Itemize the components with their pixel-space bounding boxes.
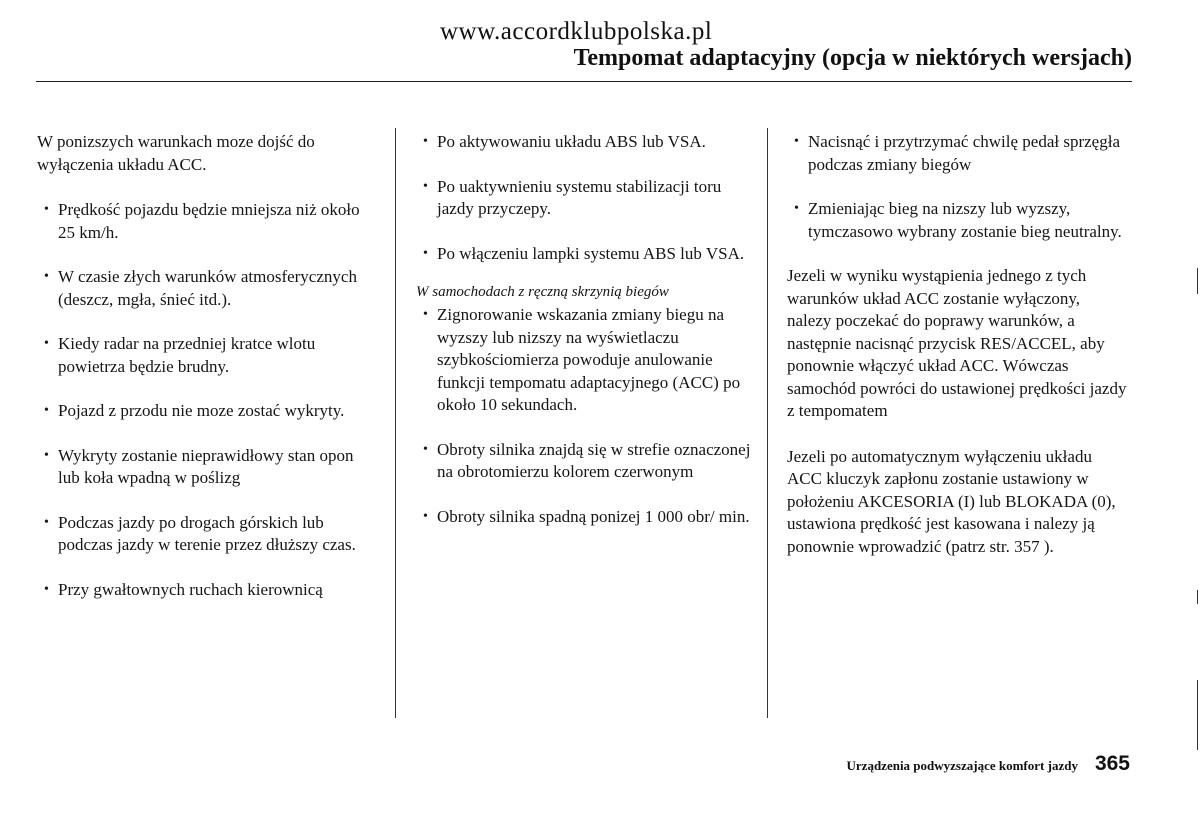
info-paragraph: Jezeli po automatycznym wyłączeniu układu ACC kluczyk zapłonu zostanie ustawiony w położeniu AKCESORIA (I) lub BLOKADA (0), ustawiona prędkość jest kasowana i nalezy ją ponownie wprowadzić (patrz str. 357 ). bbox=[787, 446, 1116, 556]
scan-edge-mark bbox=[1197, 680, 1198, 750]
list-item bbox=[37, 266, 379, 311]
section-subheading: W samochodach z ręczną skrzynią biegów bbox=[416, 284, 669, 300]
column-left bbox=[37, 131, 379, 623]
bullet-icon: • bbox=[794, 134, 799, 149]
list-item bbox=[787, 131, 1127, 176]
list-item-text: Po aktywowaniu układu ABS lub VSA. bbox=[437, 132, 706, 151]
bullet-icon: • bbox=[423, 441, 428, 457]
page-title: Tempomat adaptacyjny (opcja w niektórych wersjach) bbox=[573, 45, 1132, 71]
column-divider bbox=[395, 128, 396, 718]
page-number: 365 bbox=[1094, 752, 1130, 775]
bullet-icon: • bbox=[44, 202, 49, 217]
column-divider bbox=[767, 128, 768, 718]
bullet-icon: • bbox=[423, 134, 428, 149]
header-divider bbox=[36, 81, 1132, 82]
bullet-icon: • bbox=[794, 201, 799, 216]
scan-edge-mark bbox=[1197, 268, 1198, 294]
list-item bbox=[416, 506, 756, 529]
list-item bbox=[416, 304, 756, 417]
list-item bbox=[37, 512, 379, 557]
bullet-icon: • bbox=[423, 245, 428, 261]
bullet-icon: • bbox=[423, 178, 428, 194]
list-item bbox=[416, 176, 756, 221]
list-item-text: Obroty silnika spadną ponizej 1 000 obr/ min. bbox=[437, 506, 750, 526]
footer-section-title: Urządzenia podwyzszające komfort jazdy bbox=[846, 758, 1078, 773]
list-item-text: Kiedy radar na przedniej kratce wlotu powietrza będzie brudny. bbox=[58, 334, 316, 376]
list-item-text: Prędkość pojazdu będzie mniejsza niż około 25 km/h. bbox=[58, 200, 360, 242]
list-item-text: Przy gwałtownych ruchach kierownicą bbox=[58, 579, 323, 599]
list-item bbox=[416, 131, 756, 154]
bullet-icon: • bbox=[44, 269, 49, 284]
list-item bbox=[37, 400, 379, 423]
list-item bbox=[37, 445, 379, 490]
list-item-text: Po włączeniu lampki systemu ABS lub VSA. bbox=[437, 243, 745, 263]
bullet-icon: • bbox=[44, 447, 49, 463]
list-item-text: Zmieniając bieg na nizszy lub wyzszy, tymczasowo wybrany zostanie bieg neutralny. bbox=[808, 199, 1122, 241]
column-right bbox=[787, 131, 1127, 581]
list-item bbox=[37, 199, 379, 244]
list-item bbox=[787, 198, 1127, 243]
bullet-icon: • bbox=[44, 403, 49, 418]
intro-paragraph: W ponizszych warunkach moze dojść do wyłączenia układu ACC. bbox=[37, 132, 315, 174]
info-paragraph: Jezeli w wyniku wystąpienia jednego z tych warunków układ ACC zostanie wyłączony, nalezy poczekać do poprawy warunków, a następnie nacisnąć przycisk RES/ACCEL, aby ponownie włączyć układ ACC. Wówczas samochód powróci do ustawionej prędkości jazdy z tempomatem bbox=[787, 266, 1127, 420]
list-item-text: Pojazd z przodu nie moze zostać wykryty. bbox=[58, 401, 345, 420]
list-item bbox=[37, 579, 379, 602]
bullet-icon: • bbox=[44, 336, 49, 351]
column-middle bbox=[416, 131, 756, 550]
bullet-icon: • bbox=[44, 581, 49, 597]
list-item bbox=[416, 243, 756, 266]
list-item-text: W czasie złych warunków atmosferycznych (deszcz, mgła, śnieć itd.). bbox=[58, 267, 357, 309]
list-item bbox=[37, 333, 379, 378]
bullet-icon: • bbox=[44, 514, 49, 530]
page-footer bbox=[847, 752, 1130, 776]
scan-edge-mark bbox=[1197, 590, 1198, 604]
list-item bbox=[416, 439, 756, 484]
list-item-text: Po uaktywnieniu systemu stabilizacji toru jazdy przyczepy. bbox=[437, 176, 722, 218]
list-item-text: Zignorowanie wskazania zmiany biegu na wyzszy lub nizszy na wyświetlaczu szybkościomierza powoduje anulowanie funkcji tempomatu adaptacyjnego (ACC) po około 10 sekundach. bbox=[437, 305, 741, 414]
list-item-text: Nacisnąć i przytrzymać chwilę pedał sprzęgła podczas zmiany biegów bbox=[808, 132, 1120, 174]
bullet-icon: • bbox=[423, 307, 428, 322]
bullet-icon: • bbox=[423, 508, 428, 524]
list-item-text: Wykryty zostanie nieprawidłowy stan opon lub koła wpadną w poślizg bbox=[58, 445, 354, 487]
list-item-text: Obroty silnika znajdą się w strefie oznaczonej na obrotomierzu kolorem czerwonym bbox=[437, 439, 751, 481]
list-item-text: Podczas jazdy po drogach górskich lub podczas jazdy w terenie przez dłuższy czas. bbox=[58, 512, 356, 554]
watermark-url: www.accordklubpolska.pl bbox=[440, 18, 713, 45]
